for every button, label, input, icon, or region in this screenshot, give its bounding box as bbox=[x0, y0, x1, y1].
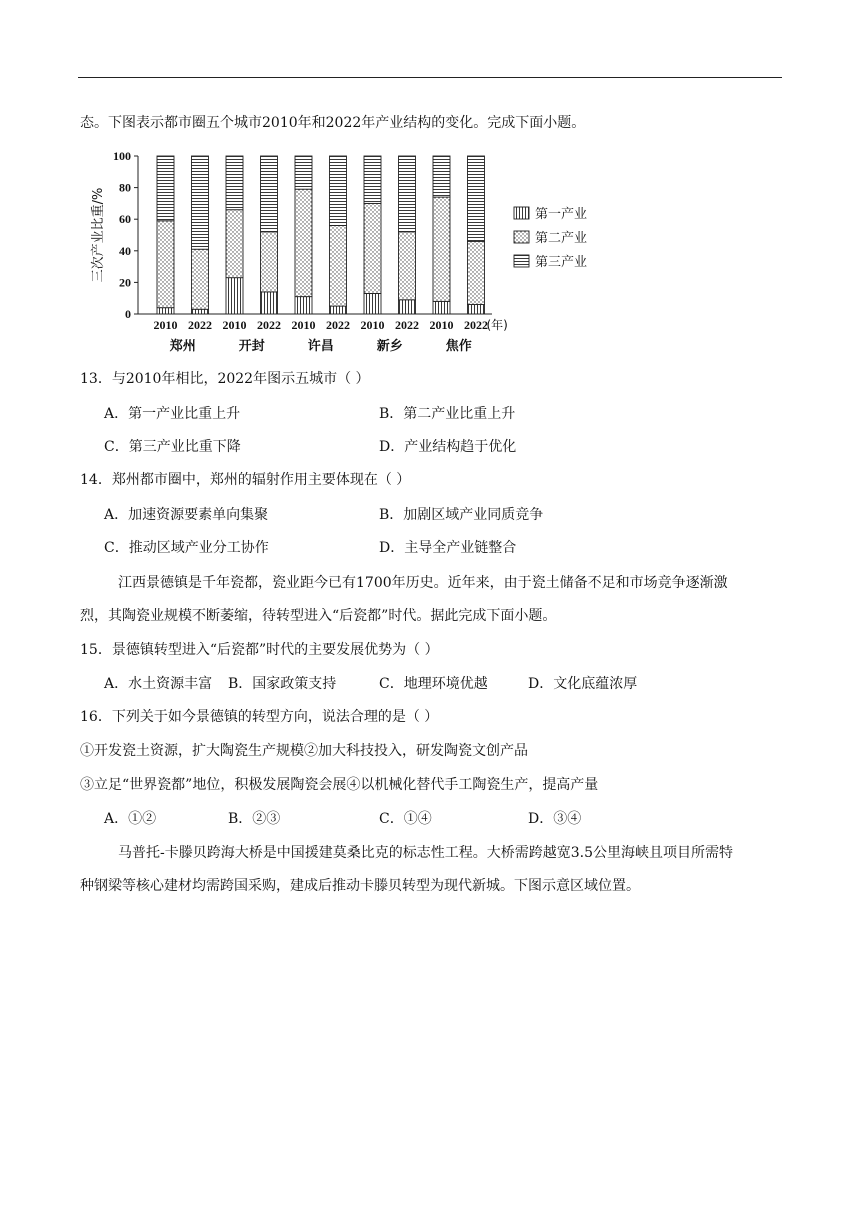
bar-segment bbox=[399, 232, 416, 300]
y-tick-label: 0 bbox=[125, 307, 131, 321]
bar-segment bbox=[433, 301, 450, 314]
bar-segment bbox=[192, 309, 209, 314]
passage3-line2: 种钢梁等核心建材均需跨国采购，建成后推动卡滕贝转型为现代新城。下图示意区域位置。 bbox=[80, 878, 640, 894]
q15-option-c[interactable]: C．地理环境优越 bbox=[379, 676, 488, 692]
bar-segment bbox=[226, 156, 243, 210]
bar-segment bbox=[226, 278, 243, 314]
bar-segment bbox=[468, 305, 485, 314]
q13-stem: 13．与2010年相比，2022年图示五城市（ ） bbox=[80, 371, 370, 387]
header-rule bbox=[78, 77, 782, 78]
bar-segment bbox=[295, 189, 312, 296]
passage2-line1: 江西景德镇是千年瓷都，瓷业距今已有1700年历史。近年来，由于瓷土储备不足和市场竞争逐渐激 bbox=[118, 575, 728, 591]
q15-stem: 15．景德镇转型进入“后瓷都”时代的主要发展优势为（ ） bbox=[80, 642, 439, 658]
bar-segment bbox=[364, 203, 381, 293]
bar-segment bbox=[295, 297, 312, 314]
passage2-line2: 烈，其陶瓷业规模不断萎缩，待转型进入“后瓷都”时代。据此完成下面小题。 bbox=[80, 608, 557, 624]
q15-option-d[interactable]: D．文化底蕴浓厚 bbox=[528, 676, 638, 692]
bar-segment bbox=[330, 156, 347, 226]
bar-segment bbox=[468, 241, 485, 304]
x-tick-label: 2022 bbox=[464, 318, 488, 332]
q13-option-a[interactable]: A．第一产业比重上升 bbox=[104, 406, 241, 422]
y-tick-label: 40 bbox=[119, 243, 131, 258]
q16-option-b[interactable]: B．②③ bbox=[228, 811, 281, 827]
x-tick-label: 2010 bbox=[291, 318, 316, 332]
bar-segment bbox=[192, 249, 209, 309]
bar-segment bbox=[261, 292, 278, 314]
bar-segment bbox=[364, 293, 381, 314]
q13-option-c[interactable]: C．第三产业比重下降 bbox=[104, 439, 241, 455]
y-axis-title: 三次产业比重/% bbox=[91, 187, 106, 283]
q14-option-c[interactable]: C．推动区域产业分工协作 bbox=[104, 540, 269, 556]
q15-option-b[interactable]: B．国家政策支持 bbox=[228, 676, 337, 692]
q14-stem: 14．郑州都市圈中，郑州的辐射作用主要体现在（ ） bbox=[80, 472, 411, 488]
bar-segment bbox=[433, 156, 450, 197]
bar-segment bbox=[399, 156, 416, 232]
legend-swatch bbox=[514, 207, 529, 219]
bar-segment bbox=[157, 221, 174, 308]
x-tick-label: 2010 bbox=[360, 318, 385, 332]
q16-option-d[interactable]: D．③④ bbox=[528, 811, 582, 827]
x-tick-label: 2010 bbox=[222, 318, 247, 332]
q14-option-d[interactable]: D．主导全产业链整合 bbox=[379, 540, 517, 556]
bar-segment bbox=[157, 156, 174, 221]
q16-stem: 16．下列关于如今景德镇的转型方向，说法合理的是（ ） bbox=[80, 709, 439, 725]
q15-option-a[interactable]: A．水土资源丰富 bbox=[104, 676, 213, 692]
bar-segment bbox=[261, 232, 278, 292]
bar-segment bbox=[468, 156, 485, 241]
x-axis-unit: (年) bbox=[486, 318, 508, 332]
legend-label: 第三产业 bbox=[535, 255, 588, 270]
bar-segment bbox=[399, 300, 416, 314]
legend-label: 第一产业 bbox=[535, 207, 588, 222]
q16-option-a[interactable]: A．①② bbox=[104, 811, 157, 827]
bar-segment bbox=[433, 197, 450, 301]
chart-legend bbox=[514, 206, 587, 270]
bar-segment bbox=[364, 156, 381, 203]
bar-segment bbox=[226, 210, 243, 278]
city-label: 新乡 bbox=[376, 339, 403, 354]
city-label: 开封 bbox=[238, 339, 265, 354]
bar-segment bbox=[330, 306, 347, 314]
intro-line: 态。下图表示都市圈五个城市2010年和2022年产业结构的变化。完成下面小题。 bbox=[80, 115, 586, 131]
q16-statement-line2: ③立足“世界瓷都”地位，积极发展陶瓷会展④以机械化替代手工陶瓷生产，提高产量 bbox=[80, 777, 599, 793]
x-tick-label: 2022 bbox=[188, 318, 212, 332]
q13-option-d[interactable]: D．产业结构趋于优化 bbox=[379, 439, 517, 455]
bar-segment bbox=[192, 156, 209, 249]
industry-structure-chart bbox=[80, 143, 588, 358]
y-tick-label: 100 bbox=[113, 149, 131, 163]
x-tick-label: 2010 bbox=[429, 318, 454, 332]
passage3-line1: 马普托-卡滕贝跨海大桥是中国援建莫桑比克的标志性工程。大桥需跨越宽3.5公里海峡且项目所需特 bbox=[118, 845, 733, 861]
q13-option-b[interactable]: B．第二产业比重上升 bbox=[379, 406, 516, 422]
legend-label: 第二产业 bbox=[535, 231, 588, 246]
q14-option-a[interactable]: A．加速资源要素单向集聚 bbox=[104, 507, 269, 523]
chart-bars bbox=[157, 156, 485, 314]
city-label: 郑州 bbox=[169, 339, 196, 354]
y-tick-label: 80 bbox=[119, 180, 131, 195]
x-tick-label: 2022 bbox=[257, 318, 281, 332]
city-label: 许昌 bbox=[307, 339, 334, 354]
q14-option-b[interactable]: B．加剧区域产业同质竞争 bbox=[379, 507, 544, 523]
legend-swatch bbox=[514, 255, 529, 267]
bar-segment bbox=[157, 308, 174, 314]
y-tick-label: 20 bbox=[119, 275, 131, 290]
city-label: 焦作 bbox=[445, 339, 472, 354]
x-tick-label: 2022 bbox=[326, 318, 350, 332]
y-tick-label: 60 bbox=[119, 212, 131, 227]
q16-statement-line1: ①开发瓷土资源，扩大陶瓷生产规模②加大科技投入，研发陶瓷文创产品 bbox=[80, 743, 528, 759]
bar-segment bbox=[295, 156, 312, 189]
x-tick-label: 2022 bbox=[395, 318, 419, 332]
legend-swatch bbox=[514, 231, 529, 243]
q16-option-c[interactable]: C．①④ bbox=[379, 811, 432, 827]
bar-segment bbox=[330, 226, 347, 307]
bar-segment bbox=[261, 156, 278, 232]
x-tick-label: 2010 bbox=[153, 318, 178, 332]
